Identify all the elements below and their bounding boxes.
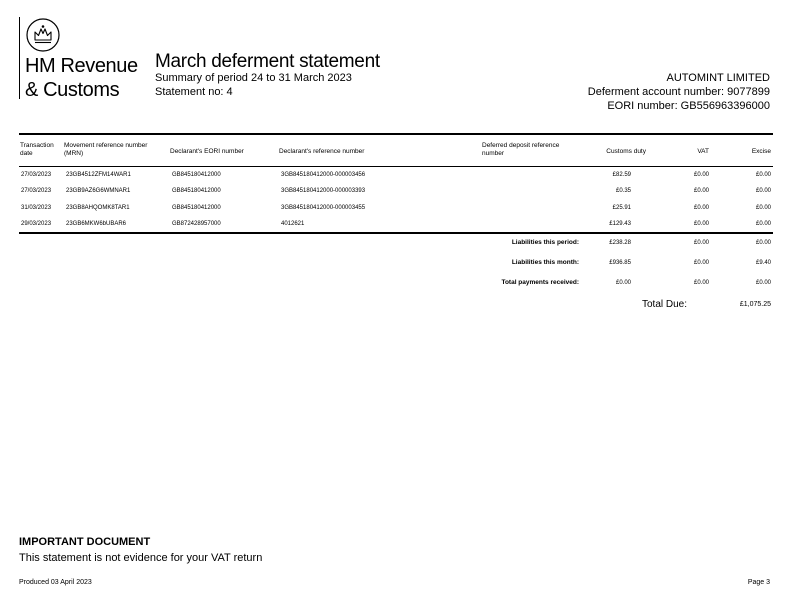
row4-declarant-eori: GB872428957000: [172, 221, 221, 227]
row4-mrn: 23GB6MKW6bUBAR6: [66, 221, 127, 227]
summary-liabilities-month-vat: £0.00: [693, 260, 709, 266]
row2-customs-duty: £0.35: [615, 188, 631, 194]
summary-payments-duty: £0.00: [615, 280, 631, 286]
summary-payments-vat: £0.00: [693, 280, 709, 286]
row1-customs-duty: £82.59: [612, 172, 631, 178]
row3-declarant-ref: 3GB845180412000-000003455: [281, 205, 366, 211]
statement-period: Summary of period 24 to 31 March 2023: [155, 72, 352, 84]
header-declarant-eori: Declarant's EORI number: [170, 148, 244, 155]
org-name-line1: HM Revenue: [25, 55, 138, 77]
row1-declarant-eori: GB845180412000: [172, 172, 221, 178]
row3-excise: £0.00: [755, 205, 771, 211]
summary-liabilities-month-label: Liabilities this month:: [511, 259, 579, 266]
row1-date: 27/03/2023: [21, 172, 52, 178]
statement-number: Statement no: 4: [155, 86, 233, 98]
total-due-value: £1,075.25: [739, 301, 771, 308]
row4-vat: £0.00: [693, 221, 709, 227]
header-excise: Excise: [751, 148, 771, 155]
summary-payments-excise: £0.00: [755, 280, 771, 286]
row1-vat: £0.00: [693, 172, 709, 178]
row2-excise: £0.00: [755, 188, 771, 194]
summary-liabilities-month-excise: £9.40: [755, 260, 771, 266]
row3-date: 31/03/2023: [21, 205, 52, 211]
header-deposit-reference: Deferred deposit reference number: [482, 142, 560, 157]
row2-declarant-eori: GB845180412000: [172, 188, 221, 194]
logo-divider: [19, 17, 20, 99]
statement-title: March deferment statement: [155, 51, 380, 72]
deferment-account-number: Deferment account number: 9077899: [587, 86, 770, 98]
table-header-rule: [19, 166, 773, 167]
header-customs-duty: Customs duty: [606, 148, 646, 155]
row3-mrn: 23GB8AHQOMK8TAR1: [66, 205, 130, 211]
summary-liabilities-period-duty: £238.28: [609, 240, 631, 246]
table-top-rule: [19, 133, 773, 135]
header-transaction-date: Transaction date: [20, 142, 54, 157]
row4-excise: £0.00: [755, 221, 771, 227]
eori-number: EORI number: GB556963396000: [607, 100, 770, 112]
row1-excise: £0.00: [755, 172, 771, 178]
row4-declarant-ref: 4012621: [281, 221, 305, 227]
org-name-line2: & Customs: [25, 79, 120, 101]
vat-disclaimer: This statement is not evidence for your VAT return: [19, 552, 263, 564]
row4-customs-duty: £129.43: [609, 221, 631, 227]
important-document-heading: IMPORTANT DOCUMENT: [19, 536, 151, 548]
header-declarant-reference: Declarant's reference number: [279, 148, 365, 155]
row2-vat: £0.00: [693, 188, 709, 194]
row1-declarant-ref: 3GB845180412000-000003456: [281, 172, 366, 178]
row4-date: 29/03/2023: [21, 221, 52, 227]
total-due-label: Total Due:: [642, 299, 688, 310]
row2-declarant-ref: 3GB845180412000-000003393: [281, 188, 366, 194]
row1-mrn: 23GB4512ZFM14WAR1: [66, 172, 131, 178]
company-name: AUTOMINT LIMITED: [666, 72, 770, 84]
header-vat: VAT: [697, 148, 709, 155]
summary-liabilities-month-duty: £936.85: [609, 260, 631, 266]
row3-customs-duty: £25.91: [612, 205, 631, 211]
summary-liabilities-period-excise: £0.00: [755, 240, 771, 246]
summary-liabilities-period-vat: £0.00: [693, 240, 709, 246]
row2-date: 27/03/2023: [21, 188, 52, 194]
produced-date: Produced 03 April 2023: [19, 579, 92, 586]
row2-mrn: 23GB9AZ6G6WMNAR1: [66, 188, 131, 194]
row3-vat: £0.00: [693, 205, 709, 211]
summary-liabilities-period-label: Liabilities this period:: [511, 239, 579, 246]
summary-payments-label: Total payments received:: [501, 279, 579, 286]
royal-crest-icon: [26, 18, 60, 52]
header-mrn: Movement reference number (MRN): [64, 142, 148, 157]
table-bottom-rule: [19, 232, 773, 234]
page-number: Page 3: [747, 579, 770, 586]
row3-declarant-eori: GB845180412000: [172, 205, 221, 211]
